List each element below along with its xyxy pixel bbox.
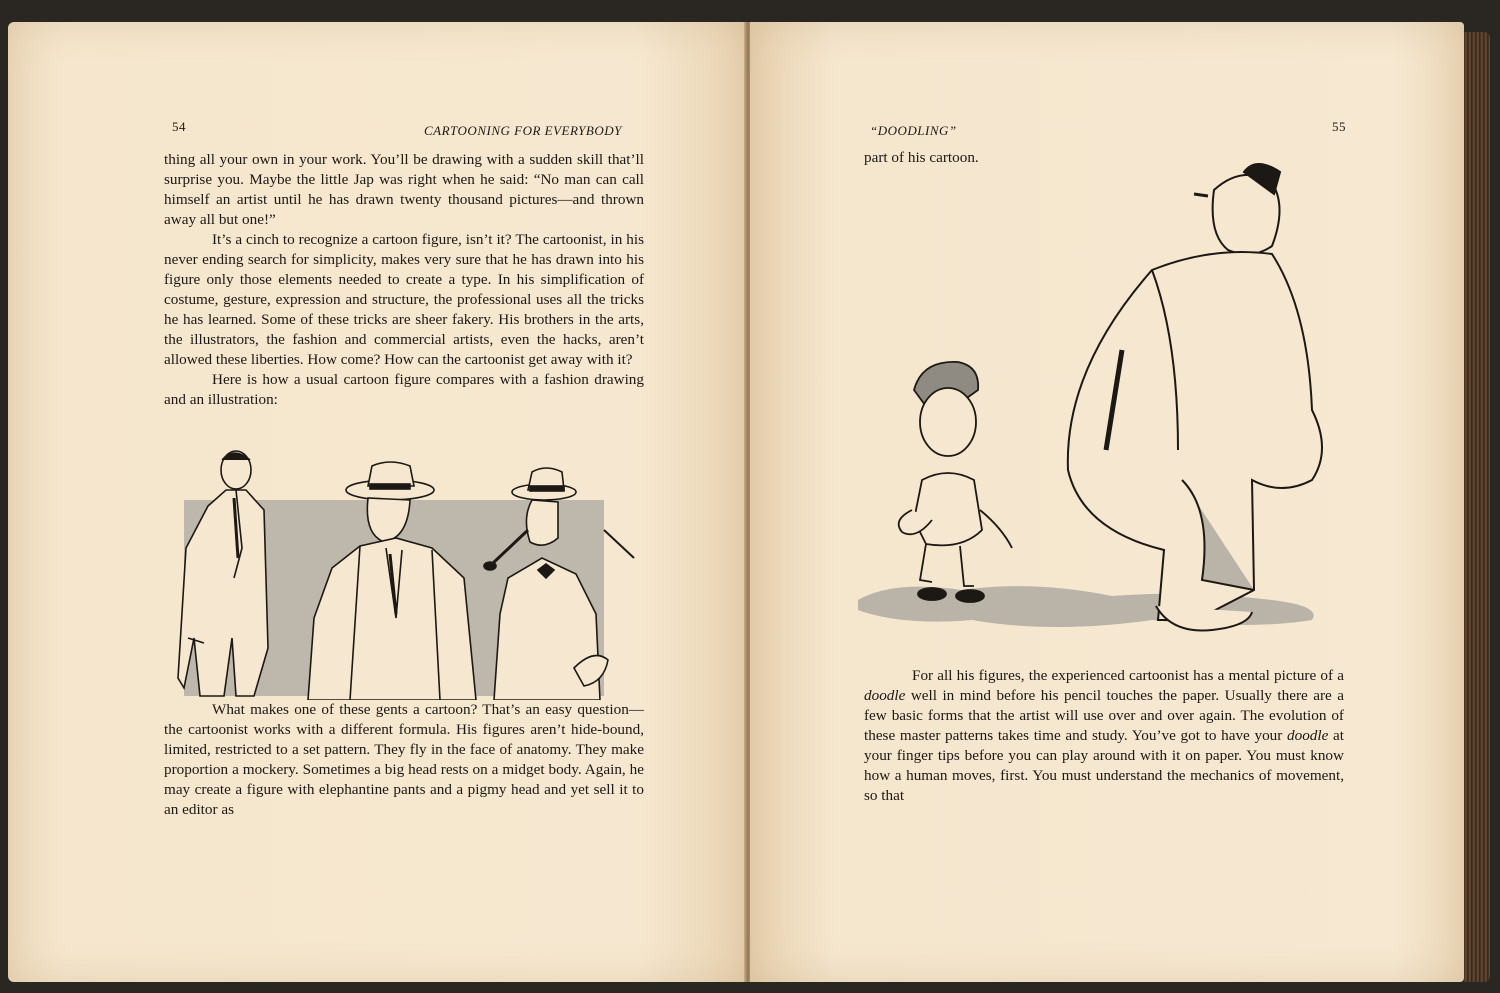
- paragraph: [864, 666, 1344, 806]
- italic-doodle: doodle: [864, 687, 906, 704]
- right-text: [864, 666, 1344, 806]
- text-run: For all his figures, the experienced cartoonist has a mental picture of a: [912, 667, 1344, 684]
- paragraph: Here is how a usual cartoon figure compares with a fashion drawing and an illustration:: [164, 371, 644, 408]
- paragraph: It’s a cinch to recognize a cartoon figure, isn’t it? The cartoonist, in his never ending search for simplicity, makes very sure that he has drawn into his figure only those elements needed to create a type. In his simplification of costume, gesture, expression and structure, the professional uses all the tricks he has learned. Some of these tricks are sheer fakery. His brothers in the arts, the illustrators, the fashion and commercial artists, even the hacks, aren’t allowed these liberties. How come? How can the cartoonist get away with it?: [164, 231, 644, 368]
- boy-and-man-illustration: [852, 150, 1342, 650]
- three-gents-illustration: [164, 438, 644, 700]
- text-run: well in mind before his pencil touches the paper. Usually there are a few basic forms that the artist will use over and over again. The evolution of these master patterns takes time and study. You’ve got to have your: [864, 687, 1344, 744]
- fat-man-figure: [1068, 164, 1322, 631]
- paragraph: thing all your own in your work. You’ll be drawing with a sudden skill that’ll surprise you. Maybe the little Jap was right when he said: “No man can call himself an artist until he has drawn twenty thousand pictures—and thrown away all but one!”: [164, 151, 644, 228]
- page-edges: [1464, 32, 1490, 982]
- left-text-top: [164, 150, 644, 410]
- boy-figure: [899, 362, 1012, 602]
- running-head-left: CARTOONING FOR EVERYBODY: [424, 123, 622, 138]
- open-book: [8, 22, 1492, 984]
- italic-doodle: doodle: [1287, 727, 1329, 744]
- text-run: at your finger tips before you can play around with it on paper. You must know how a human moves, first. You must understand the mechanics of movement, so that: [864, 727, 1344, 804]
- left-text-bottom: [164, 700, 644, 820]
- running-head-right: “DOODLING”: [870, 123, 957, 138]
- page-number-left: 54: [172, 119, 186, 134]
- paragraph: What makes one of these gents a cartoon? That’s an easy question—the cartoonist works with a different formula. His figures aren’t hide-bound, limited, restricted to a set pattern. They fly in the face of anatomy. They make proportion a mockery. Sometimes a big head rests on a midget body. Again, he may create a figure with elephantine pants and a pigmy head and yet sell it to an editor as: [164, 701, 644, 818]
- paragraph: part of his cartoon.: [864, 149, 979, 166]
- page-number-right: 55: [1332, 119, 1346, 134]
- illustration-figure: [308, 462, 476, 700]
- right-page: [750, 22, 1464, 982]
- left-page: [8, 22, 746, 982]
